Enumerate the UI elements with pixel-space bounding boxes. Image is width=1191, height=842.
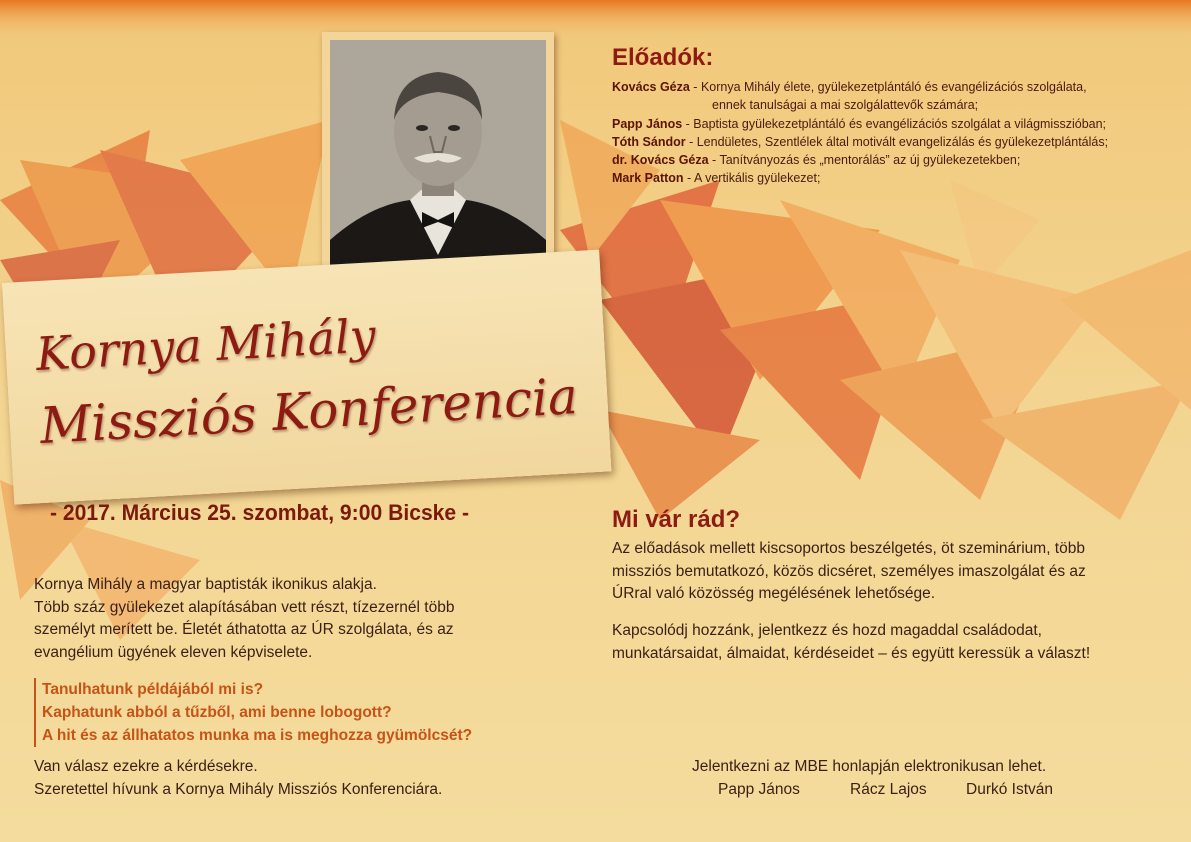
intro-line: Kornya Mihály a magyar baptisták ikonikus alakja. <box>34 576 377 593</box>
speaker-name: dr. Kovács Géza <box>612 153 709 168</box>
intro-line: evangélium ügyének eleven képviselete. <box>34 643 313 661</box>
speaker-topic: ennek tanulságai a mai szolgálattevők számára; <box>712 98 979 113</box>
speaker-row: dr. Kovács Géza - Tanítványozás és „mentorálás” az új gyülekezetekben; <box>612 153 1021 168</box>
speaker-row: Papp János - Baptista gyülekezetplántáló és evangélizációs szolgálat a világmisszióban; <box>612 116 1107 131</box>
organizer-name: Papp János <box>718 781 800 798</box>
organizer-name: Rácz Lajos <box>850 781 927 798</box>
speaker-topic: Baptista gyülekezetplántáló és evangélizációs szolgálat a világmisszióban; <box>693 116 1107 131</box>
registration-note: Jelentkezni az MBE honlapján elektronikusan lehet. <box>692 758 1047 775</box>
speaker-topic: Lendületes, Szentlélek által motivált evangelizálás és gyülekezetplántálás; <box>696 134 1109 149</box>
what-paragraph-1 <box>612 538 1182 606</box>
speakers-heading: Előadók: <box>612 44 714 71</box>
closing-line: Van válasz ezekre a kérdésekre. <box>34 758 258 775</box>
speaker-name: Papp János <box>612 116 683 131</box>
what-line: munkatársaidat, álmaidat, kérdéseidet – és együtt keressük a választ! <box>612 644 1091 662</box>
speaker-name: Kovács Géza <box>612 80 690 94</box>
what-heading: Mi vár rád? <box>612 506 741 533</box>
question-item: A hit és az állhatatos munka ma is meghozza gyümölcsét? <box>42 727 473 744</box>
title-line-1: Kornya Mihály <box>34 308 378 382</box>
event-dateline: - 2017. Március 25. szombat, 9:00 Bicske - <box>50 500 470 525</box>
question-item: Tanulhatunk példájából mi is? <box>42 681 264 698</box>
speakers-list <box>612 78 1191 188</box>
questions-list <box>34 678 472 747</box>
speaker-name: Mark Patton <box>612 171 684 186</box>
what-paragraph-2 <box>612 620 1182 665</box>
speaker-row <box>612 96 1191 114</box>
question-item: Kaphatunk abból a tűzből, ami benne lobogott? <box>42 704 392 721</box>
intro-line: személyt merített be. Életét áthatotta az ÚR szolgálata, és az <box>34 621 454 638</box>
closing-text <box>34 756 574 801</box>
what-line: missziós bemutatkozó, közös dicséret, személyes imaszolgálat és az <box>612 562 1086 580</box>
closing-line: Szeretettel hívunk a Kornya Mihály Missziós Konferenciára. <box>34 780 443 798</box>
portrait-photo <box>330 40 546 286</box>
speaker-row: Mark Patton - A vertikális gyülekezet; <box>612 171 821 186</box>
intro-text <box>34 574 554 664</box>
speaker-name: Tóth Sándor <box>612 134 686 149</box>
speaker-topic: Tanítványozás és „mentorálás” az új gyülekezetekben; <box>719 153 1021 168</box>
organizer-name: Durkó István <box>966 781 1054 798</box>
speaker-topic: A vertikális gyülekezet; <box>693 171 821 186</box>
speaker-row: Tóth Sándor - Lendületes, Szentlélek által motivált evangelizálás és gyülekezetplántálás; <box>612 134 1109 149</box>
what-line: ÚRral való közösség megélésének lehetősége. <box>612 585 936 602</box>
speaker-topic: Kornya Mihály élete, gyülekezetplántáló és evangélizációs szolgálata, <box>700 80 1087 94</box>
title-banner <box>2 250 611 505</box>
speaker-row: Kovács Géza - Kornya Mihály élete, gyülekezetplántáló és evangélizációs szolgálata, <box>612 80 1087 94</box>
title-line-2: Missziós Konferencia <box>38 367 580 456</box>
intro-line: Több száz gyülekezet alapításában vett részt, tízezernél több <box>34 598 455 616</box>
what-line: Az előadások mellett kiscsoportos beszélgetés, öt szeminárium, több <box>612 540 1085 557</box>
what-line: Kapcsolódj hozzánk, jelentkezz és hozd magaddal családodat, <box>612 622 1042 639</box>
